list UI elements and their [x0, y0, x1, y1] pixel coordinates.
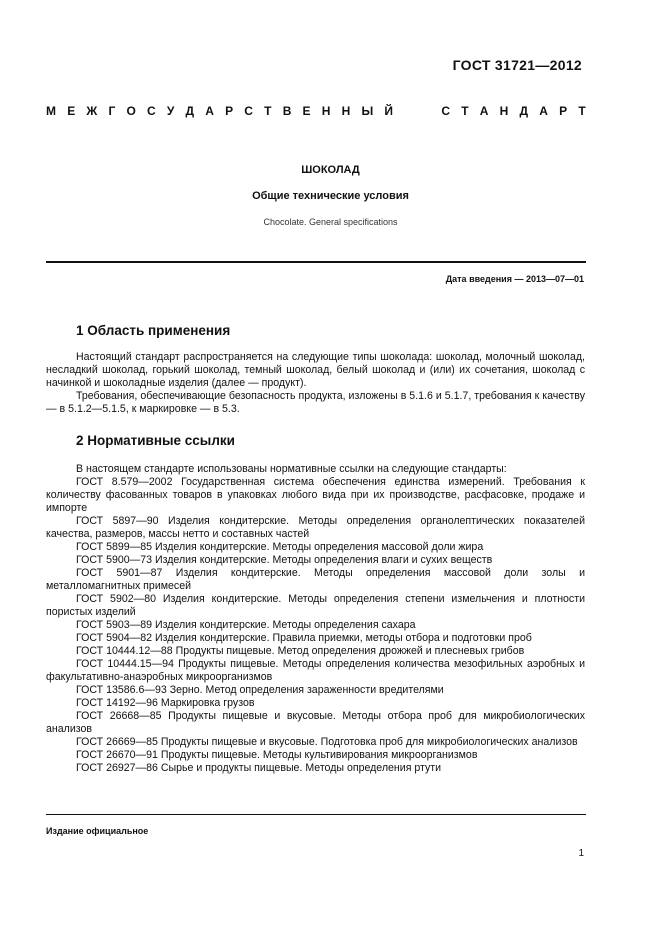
banner-letter: У [166, 104, 175, 118]
reference-item: ГОСТ 26668—85 Продукты пищевые и вкусовые. Методы отбора проб для микробиологических анализов [46, 710, 585, 735]
banner-letter: Ж [86, 104, 98, 118]
banner-letter: Ы [361, 104, 374, 118]
banner-letter: Г [108, 104, 116, 118]
banner-letter: Н [341, 104, 351, 118]
page-number: 1 [578, 848, 584, 859]
title-divider [46, 261, 586, 263]
banner-letter: Р [559, 104, 568, 118]
reference-item: ГОСТ 26927—86 Сырье и продукты пищевые. Методы определения ртути [76, 762, 442, 774]
banner-letter: С [441, 104, 451, 118]
banner-letter: Т [461, 104, 469, 118]
banner-letter: Д [185, 104, 195, 118]
reference-item: ГОСТ 5903—89 Изделия кондитерские. Методы определения сахара [76, 619, 416, 631]
document-subtitle: Общие технические условия [252, 190, 409, 202]
reference-item: ГОСТ 26670—91 Продукты пищевые. Методы культивирования микроорганизмов [76, 749, 478, 761]
banner-letter: А [205, 104, 214, 118]
official-edition-note: Издание официальное [46, 826, 149, 836]
banner-letter: Т [578, 104, 586, 118]
reference-item: ГОСТ 10444.12—88 Продукты пищевые. Метод определения дрожжей и плесневых грибов [76, 645, 525, 657]
english-title: Chocolate. General specifications [263, 217, 398, 227]
reference-item: ГОСТ 5901—87 Изделия кондитерские. Методы определения массовой доли золы и металломагнитных примесей [46, 567, 585, 592]
banner-letter: В [282, 104, 292, 118]
paragraph: В настоящем стандарте использованы нормативные ссылки на следующие стандарты: [76, 463, 507, 475]
paragraph: Настоящий стандарт распространяется на следующие типы шоколада: шоколад, молочный шоколад, несладкий шоколад, горький шоколад, темный шоколад, белый шоколад и (или) их сочетания, шоколад с начинкой и шоколадные изделия (далее — продукт). [46, 351, 585, 389]
banner-letter: Н [499, 104, 509, 118]
reference-item: ГОСТ 13586.6—93 Зерно. Метод определения зараженности вредителями [76, 684, 444, 696]
standard-type-banner [46, 104, 586, 118]
paragraph: Требования, обеспечивающие безопасность продукта, изложены в 5.1.6 и 5.1.7, требования к качеству — в 5.1.2—5.1.5, к маркировке — в 5.3. [46, 390, 585, 415]
reference-item: ГОСТ 5900—73 Изделия кондитерские. Методы определения влаги и сухих веществ [76, 554, 493, 566]
banner-letter: Р [225, 104, 234, 118]
footer-divider [46, 814, 586, 815]
reference-item: ГОСТ 26669—85 Продукты пищевые и вкусовые. Подготовка проб для микробиологических анализов [76, 736, 578, 748]
section-2-heading: 2 Нормативные ссылки [76, 433, 235, 448]
document-title: ШОКОЛАД [301, 164, 360, 176]
reference-item: ГОСТ 8.579—2002 Государственная система обеспечения единства измерений. Требования к количеству фасованных товаров в упаковках любого вида при их производстве, расфасовке, продаже и импорте [46, 476, 585, 514]
reference-item: ГОСТ 5897—90 Изделия кондитерские. Методы определения органолептических показателей качества, размеров, массы нетто и составных частей [46, 515, 585, 540]
reference-item: ГОСТ 5904—82 Изделия кондитерские. Правила приемки, методы отбора и подготовки проб [76, 632, 532, 644]
banner-word-gap [404, 104, 430, 118]
banner-letter: Т [264, 104, 272, 118]
banner-letter: А [479, 104, 489, 118]
effective-date: Дата введения — 2013—07—01 [445, 274, 584, 284]
banner-letter: С [146, 104, 156, 118]
section-1-heading: 1 Область применения [76, 323, 231, 338]
document-number: ГОСТ 31721—2012 [452, 57, 582, 73]
banner-letter: Е [302, 104, 311, 118]
banner-letter: Е [67, 104, 76, 118]
banner-letter: М [46, 104, 56, 118]
banner-letter: Д [519, 104, 529, 118]
banner-letter: А [539, 104, 548, 118]
banner-letter: Н [321, 104, 331, 118]
reference-item: ГОСТ 5899—85 Изделия кондитерские. Методы определения массовой доли жира [76, 541, 484, 553]
reference-item: ГОСТ 14192—96 Маркировка грузов [76, 697, 255, 709]
banner-letter: Й [384, 104, 394, 118]
banner-letter: О [126, 104, 136, 118]
section-1-body [46, 351, 585, 416]
banner-letter: С [244, 104, 253, 118]
section-2-body [46, 463, 585, 775]
reference-item: ГОСТ 10444.15—94 Продукты пищевые. Методы определения количества мезофильных аэробных и факультативно-анаэробных микроорганизмов [46, 658, 585, 683]
reference-item: ГОСТ 5902—80 Изделия кондитерские. Методы определения степени измельчения и плотности пористых изделий [46, 593, 585, 618]
